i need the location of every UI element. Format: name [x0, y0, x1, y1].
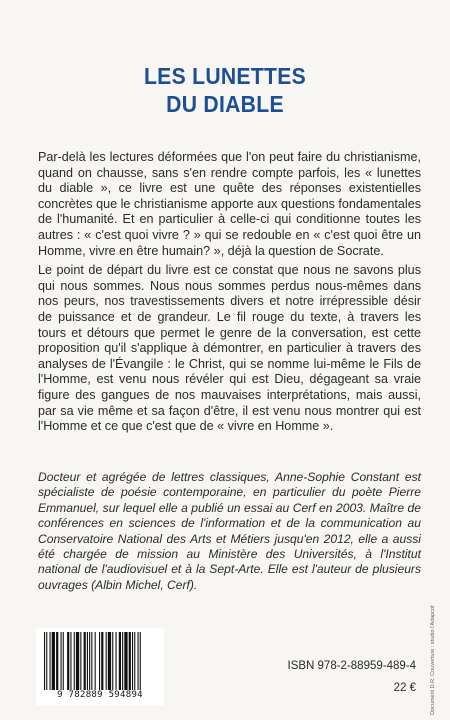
- barcode-bar: [52, 632, 55, 690]
- barcode-bar: [134, 632, 135, 690]
- barcode-bar: [56, 632, 58, 690]
- barcode-bar: [46, 632, 47, 690]
- barcode: [36, 628, 164, 706]
- title-line-1: LES LUNETTES: [143, 63, 307, 89]
- title-line-2: DU DIABLE: [166, 91, 284, 117]
- barcode-bar: [112, 632, 113, 690]
- barcode-bar: [76, 632, 79, 690]
- barcode-bar: [87, 632, 88, 690]
- barcode-bar: [95, 632, 96, 690]
- barcode-bar: [61, 632, 62, 690]
- barcode-bar: [91, 632, 92, 690]
- barcode-bar: [108, 632, 111, 690]
- barcode-number: 9 782889 594894: [57, 690, 143, 700]
- barcode-bar: [84, 632, 86, 690]
- barcode-bar: [70, 632, 71, 690]
- book-title: [18, 62, 432, 118]
- barcode-bar: [63, 632, 64, 690]
- blurb: [38, 150, 421, 439]
- price: 22 €: [393, 682, 416, 694]
- barcode-bar: [101, 632, 103, 690]
- barcode-bar: [129, 632, 131, 690]
- blurb-paragraph-2: Le point de départ du livre est ce constat que nous ne savons plus qui nous sommes. Nous nous sommes perdus nous-mêmes dans nos peurs, nos travestissements divers et notre irrépressible désir de puissance et de grandeur. Le fil rouge du texte, à travers les tours et détours que permet le genre de la conversation, est cette proposition qu'il s'applique à démontrer, en particulier à travers des analyses de l'Évangile : le Christ, qui se nomme lui-même le Fils de l'Homme, est venu nous révéler qui est Dieu, dégageant sa vraie figure des gangues de nos mauvaises interprétations, mais aussi, par sa vie même et sa façon d'être, il est venu nous montrer qui est l'Homme et ce que c'est que de « vivre en Homme ».: [38, 263, 421, 434]
- barcode-bar: [132, 632, 133, 690]
- barcode-bar: [122, 632, 123, 690]
- barcode-bar: [74, 632, 75, 690]
- barcode-bar: [50, 632, 51, 690]
- barcode-bar: [99, 632, 100, 690]
- barcode-bar: [116, 632, 117, 690]
- barcode-bar: [67, 632, 69, 690]
- author-bio: [38, 470, 421, 593]
- barcode-bar: [119, 632, 121, 690]
- author-bio-text: Docteur et agrégée de lettres classiques, Anne-Sophie Constant est spécialiste de poésie contemporaine, en particulier du poète Pierre Emmanuel, sur lequel elle a publié un essai au Cerf en 2003. Maître de conférences en sciences de l'information et de la communication au Conservatoire National des Arts et Métiers jusqu'en 2012, elle a aussi été chargée de mission au Ministère des Universités, à l'Institut national de l'audiovisuel et à la Sept-Arte. Elle est l'auteur de plusieurs ouvrages (Albin Michel, Cerf).: [38, 470, 421, 592]
- barcode-bar: [106, 632, 107, 690]
- barcode-bar: [89, 632, 90, 690]
- barcode-bar: [138, 632, 139, 690]
- barcode-bars: [44, 632, 156, 690]
- blurb-paragraph-1: Par-delà les lectures déformées que l'on peut faire du christianisme, quand on chausse, sans s'en rendre compte parfois, les « lunettes du diable », ce livre est une quête des réponses existentielles concrètes que le christianisme apporte aux questions fondamentales de l'humanité. Et en particulier à celle-ci qui conditionne toutes les autres : « c'est quoi vivre ? » qui se redouble en « c'est quoi être un Homme, vivre en être humain? », déjà la question de Socrate.: [38, 150, 421, 258]
- barcode-bar: [80, 632, 81, 690]
- barcode-bar: [44, 632, 45, 690]
- isbn: ISBN 978-2-88959-489-4: [287, 660, 416, 672]
- barcode-bar: [140, 632, 141, 690]
- barcode-bar: [124, 632, 127, 690]
- cover-credit: Document D.R. Couverture : studio l'Adapcof: [430, 605, 436, 715]
